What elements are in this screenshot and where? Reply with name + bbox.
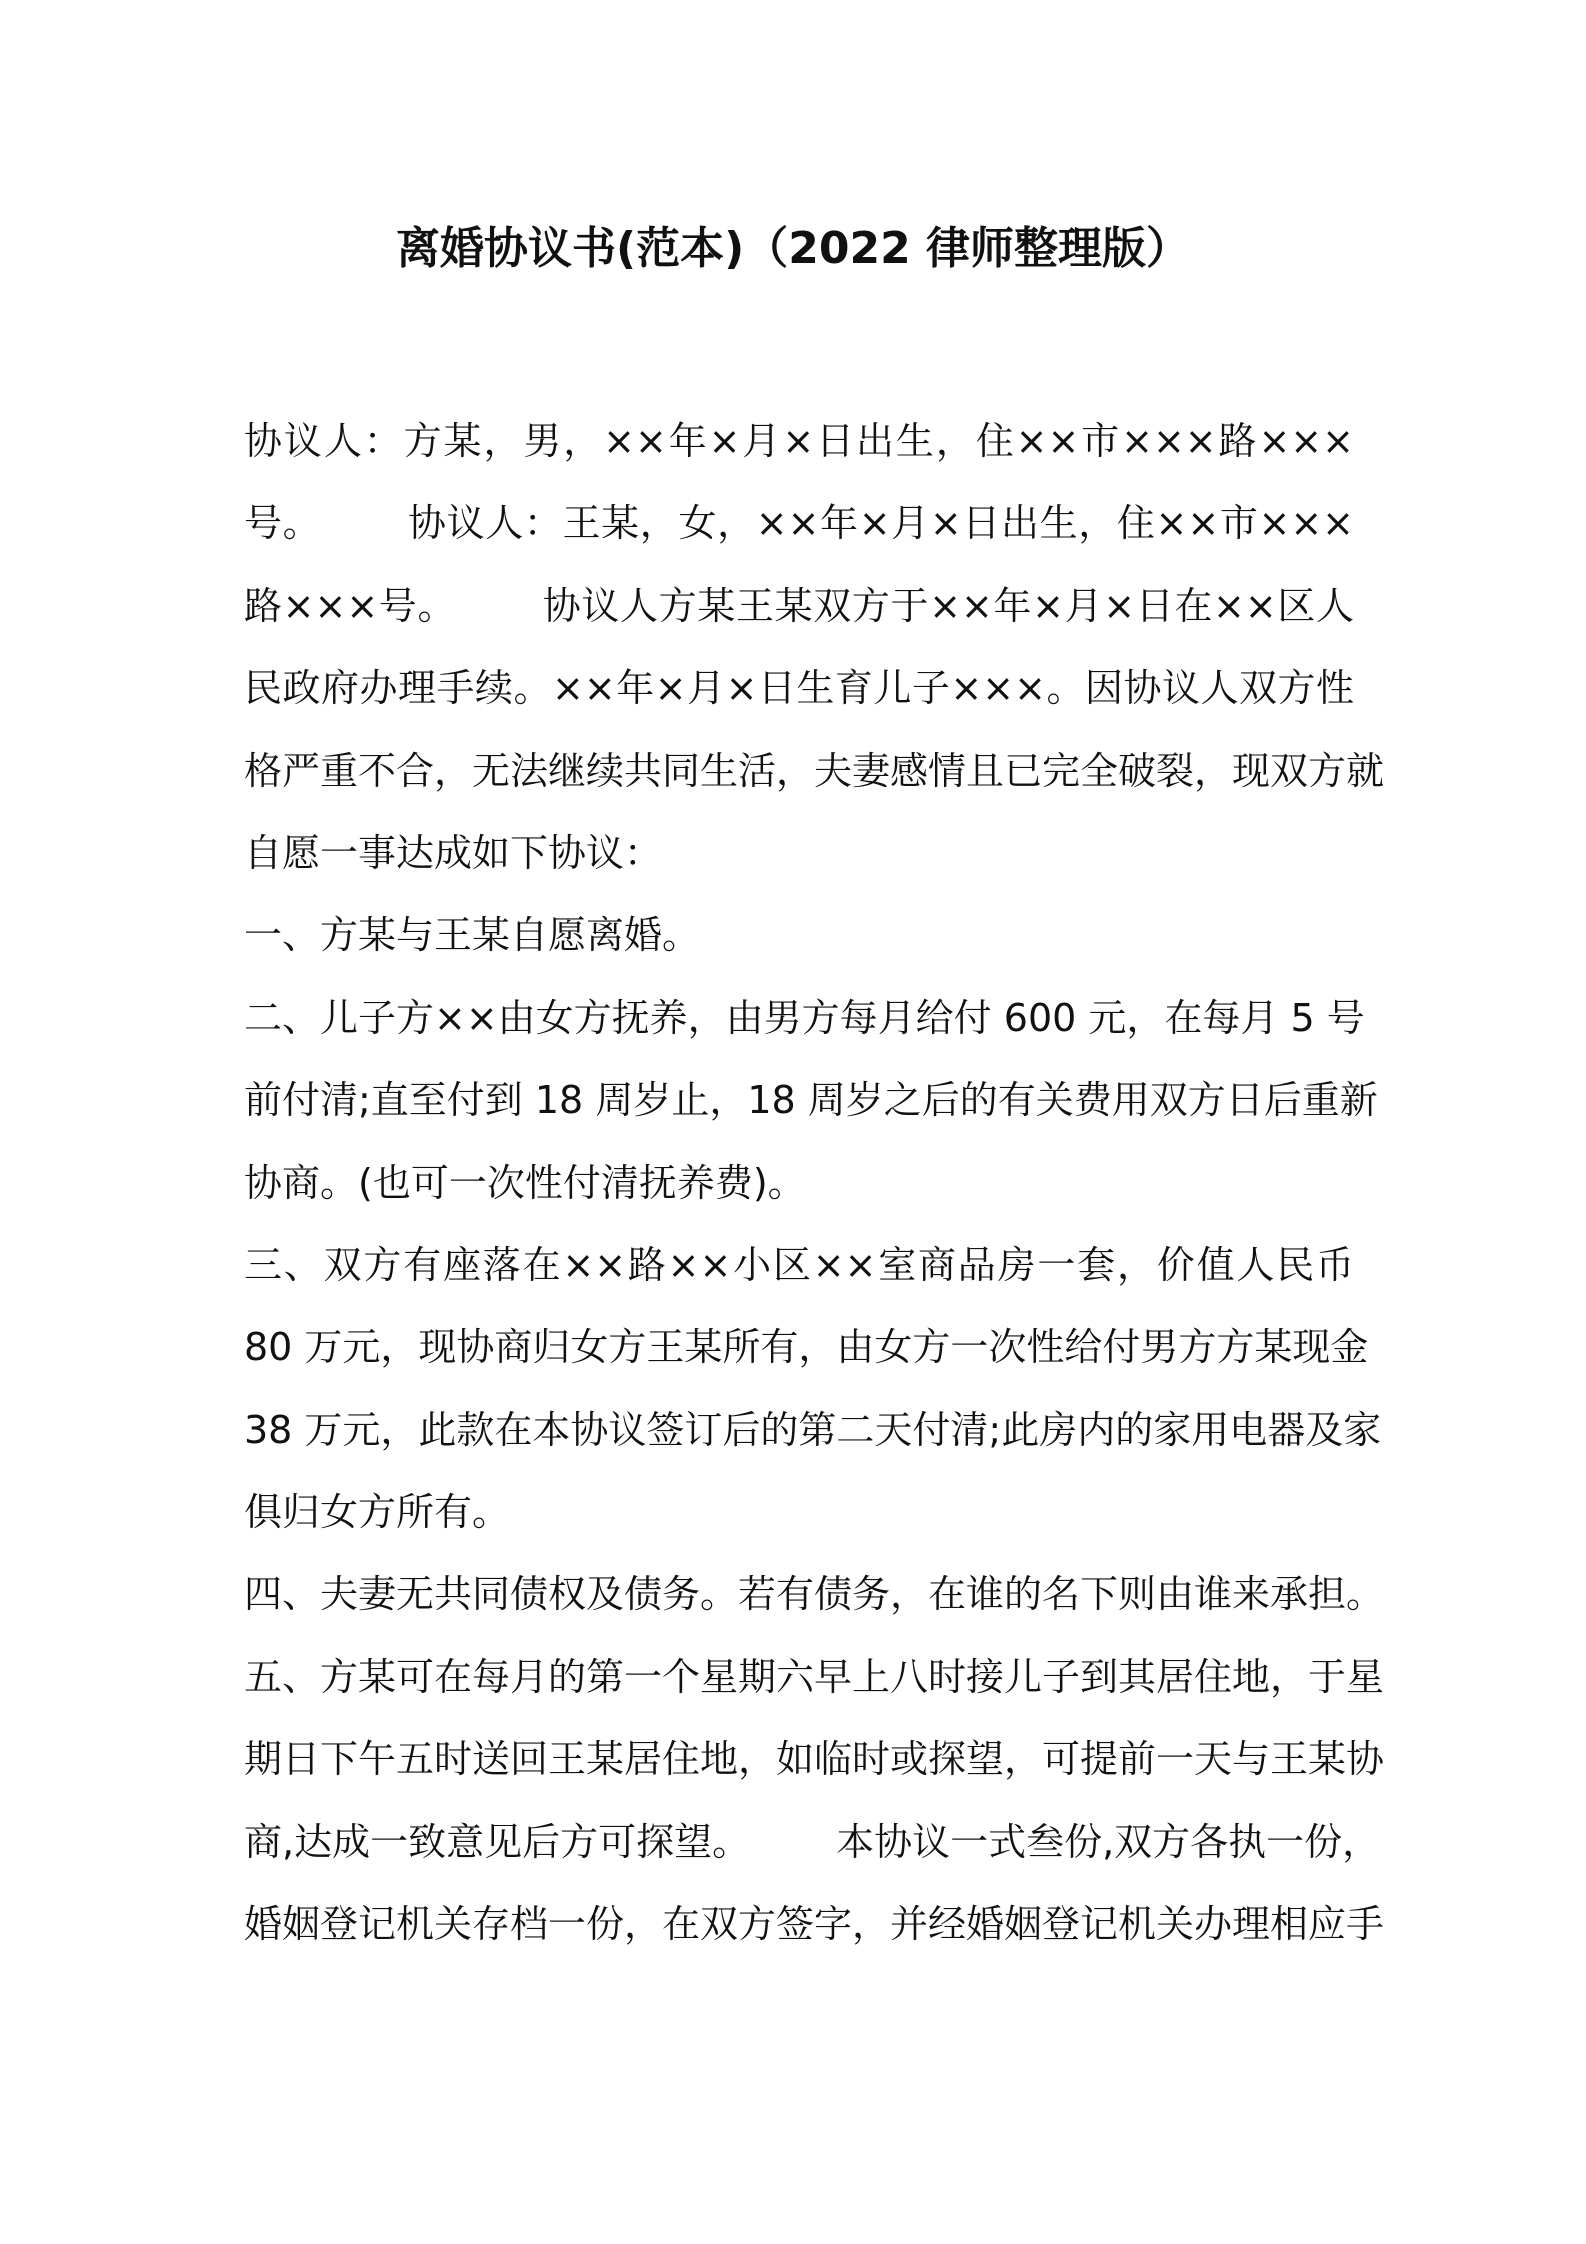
text-line: [244, 400, 1354, 482]
text-segment: 婚姻登记机关存档一份，在双方签字，并经婚姻登记机关办理相应手: [244, 1902, 1385, 1947]
text-segment: 期日下午五时送回王某居住地，如临时或探望，可提前一天与王某协: [244, 1737, 1385, 1782]
text-segment: 号。: [244, 501, 322, 546]
text-segment: 格严重不合，无法继续共同生活，夫妻感情且已完全破裂，现双方就: [244, 748, 1385, 793]
text-line: [244, 1471, 1354, 1553]
text-line: [244, 1224, 1354, 1306]
text-segment: 协议人：王某，女，××年×月×日出生，住××市×××: [407, 501, 1354, 546]
text-segment: 商,达成一致意见后方可探望。: [244, 1819, 751, 1864]
text-segment: 38 万元，此款在本协议签订后的第二天付清;此房内的家用电器及家: [244, 1407, 1382, 1452]
text-segment: 四、夫妻无共同债权及债务。若有债务，在谁的名下则由谁来承担。: [244, 1572, 1385, 1617]
text-line: [244, 894, 1354, 976]
text-line: [244, 1059, 1378, 1141]
text-segment: 五、方某可在每月的第一个星期六早上八时接儿子到其居住地，于星: [244, 1654, 1385, 1699]
text-segment: 本协议一式叁份,双方各执一份，: [836, 1819, 1381, 1864]
text-line: [244, 1801, 1381, 1883]
text-segment: 俱归女方所有。: [244, 1490, 511, 1535]
text-line: [244, 1718, 1385, 1800]
text-line: [244, 482, 1354, 564]
text-line: [244, 1883, 1385, 1965]
text-line: [244, 1142, 1354, 1224]
text-line: [244, 812, 1354, 894]
text-line: [244, 565, 1354, 647]
document-title: 离婚协议书(范本)（2022 律师整理版）: [396, 223, 1190, 274]
text-line: [244, 977, 1365, 1059]
text-segment: 二、儿子方××由女方抚养，由男方每月给付 600 元，在每月 5 号: [244, 995, 1365, 1040]
text-segment: 前付清;直至付到 18 周岁止，18 周岁之后的有关费用双方日后重新: [244, 1078, 1378, 1123]
text-segment: 三、双方有座落在××路××小区××室商品房一套，价值人民币: [244, 1242, 1354, 1287]
text-segment: 80 万元，现协商归女方王某所有，由女方一次性给付男方方某现金: [244, 1325, 1369, 1370]
text-line: [244, 647, 1354, 729]
text-line: [244, 1389, 1382, 1471]
text-line: [244, 1553, 1385, 1635]
document-body: [244, 400, 1385, 1965]
text-segment: 民政府办理手续。××年×月×日生育儿子×××。因协议人双方性: [244, 666, 1354, 711]
text-segment: 一、方某与王某自愿离婚。: [244, 913, 701, 958]
text-line: [244, 730, 1385, 812]
text-line: [244, 1636, 1385, 1718]
text-segment: 自愿一事达成如下协议：: [244, 830, 663, 875]
text-line: [244, 1306, 1369, 1388]
text-segment: 协议人方某王某双方于××年×月×日在××区人: [542, 583, 1354, 628]
text-segment: 路×××号。: [244, 583, 457, 628]
text-segment: 协商。(也可一次性付清抚养费)。: [244, 1160, 806, 1205]
text-segment: 协议人：方某，男，××年×月×日出生，住××市×××路×××: [244, 419, 1354, 463]
